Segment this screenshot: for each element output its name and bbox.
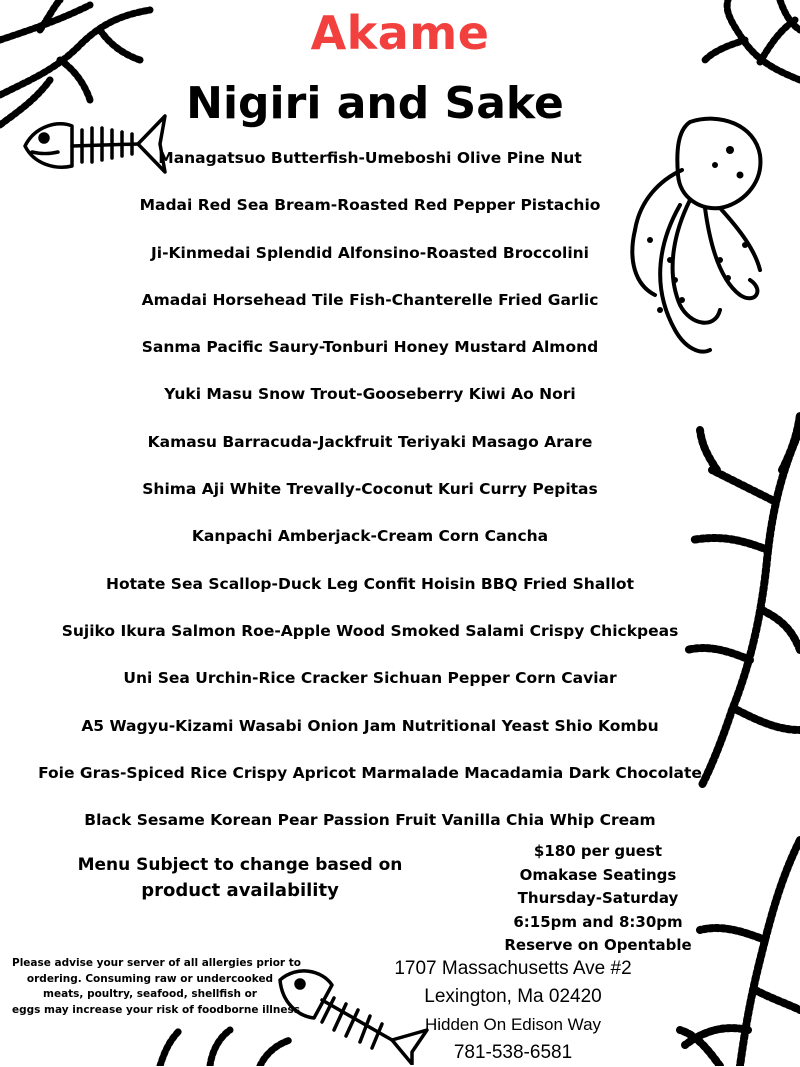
notice-line: product availability xyxy=(141,880,339,901)
menu-list xyxy=(0,146,740,855)
menu-item: Kamasu Barracuda-Jackfruit Teriyaki Masago Arare xyxy=(147,432,593,451)
notice-line: Menu Subject to change based on xyxy=(77,855,403,875)
menu-item: Yuki Masu Snow Trout-Gooseberry Kiwi Ao Nori xyxy=(164,385,576,404)
menu-item: Kanpachi Amberjack-Cream Corn Cancha xyxy=(191,527,549,546)
city-address: Lexington, Ma 02420 xyxy=(424,986,602,1007)
menu-item: Madai Red Sea Bream-Roasted Red Pepper Pistachio xyxy=(139,196,601,215)
seatings-text: Omakase Seatings xyxy=(519,865,677,884)
location-hint: Hidden On Edison Way xyxy=(424,1015,602,1034)
menu-change-notice xyxy=(60,852,420,904)
menu-item: Shima Aji White Trevally-Coconut Kuri Curry Pepitas xyxy=(142,480,598,499)
menu-item: Foie Gras-Spiced Rice Crispy Apricot Marmalade Macadamia Dark Chocolate xyxy=(38,763,702,782)
brand-name: Akame xyxy=(310,6,490,60)
days-text: Thursday-Saturday xyxy=(517,889,679,907)
allergy-disclaimer xyxy=(12,956,301,1018)
menu-item: Managatsuo Butterfish-Umeboshi Olive Pine Nut xyxy=(158,149,582,167)
menu-item: Hotate Sea Scallop-Duck Leg Confit Hoisin BBQ Fried Shallot xyxy=(106,574,634,593)
price-text: $180 per guest xyxy=(533,842,663,860)
disclaimer-line: ordering. Consuming raw or undercooked xyxy=(26,972,274,985)
menu-item: Sujiko Ikura Salmon Roe-Apple Wood Smoked Salami Crispy Chickpeas xyxy=(61,621,679,640)
disclaimer-line: Please advise your server of all allergies prior to xyxy=(12,957,301,969)
disclaimer-line: eggs may increase your risk of foodborne illness xyxy=(12,1003,301,1016)
times-text: 6:15pm and 8:30pm xyxy=(513,912,683,931)
disclaimer-line: meats, poultry, seafood, shellfish or xyxy=(43,988,257,1000)
menu-item: Uni Sea Urchin-Rice Cracker Sichuan Pepper Corn Caviar xyxy=(123,669,617,688)
pricing-block xyxy=(488,840,708,958)
menu-item: A5 Wagyu-Kizami Wasabi Onion Jam Nutritional Yeast Shio Kombu xyxy=(81,716,659,735)
menu-item: Sanma Pacific Saury-Tonburi Honey Mustard Almond xyxy=(141,338,599,357)
menu-item: Ji-Kinmedai Splendid Alfonsino-Roasted Broccolini xyxy=(151,243,589,262)
street-address: 1707 Massachusetts Ave #2 xyxy=(394,958,632,979)
address-block xyxy=(358,955,668,1067)
page-title: Nigiri and Sake xyxy=(186,78,564,129)
phone-number: 781-538-6581 xyxy=(453,1042,573,1063)
reserve-text: Reserve on Opentable xyxy=(504,936,692,954)
menu-item: Black Sesame Korean Pear Passion Fruit Vanilla Chia Whip Cream xyxy=(84,811,656,830)
menu-item: Amadai Horsehead Tile Fish-Chanterelle Fried Garlic xyxy=(141,290,599,309)
